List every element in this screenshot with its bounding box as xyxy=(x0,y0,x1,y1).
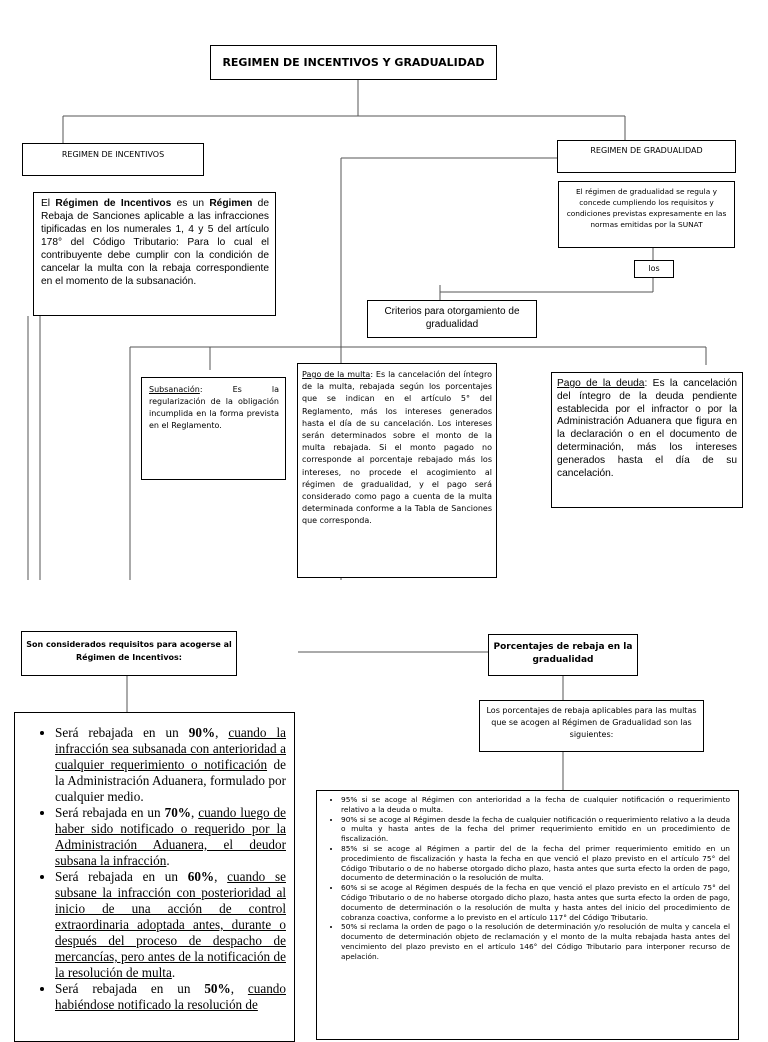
porcentajes-intro: Los porcentajes de rebaja aplicables para las multas que se acogen al Régimen de Gradualidad son las siguientes: xyxy=(486,706,697,739)
incentivos-def-part2: es un xyxy=(171,198,210,209)
subsanacion-box xyxy=(141,377,286,480)
incentivos-def-bold1: Régimen de Incentivos xyxy=(55,198,172,209)
subsanacion-text: : Es la regularización de la obligación incumplida en la forma prevista en el Reglamento. xyxy=(149,385,279,430)
requisitos-list xyxy=(15,725,286,1013)
requisito-item: • Será rebajada en un 70%, cuando luego de haber sido notificado o requerido por la Administración Aduanera, el deudor subsana la infracción. xyxy=(55,805,286,869)
porcentaje-item: • 50% si reclama la orden de pago o la resolución de determinación y/o resolución de multa y cancela el documento de determinación objeto de reclamación y el monto de la multa rebajada hasta antes del vencimiento del plazo previsto en el artículo 146° del Código Tributario para interponer recurso de apelación. xyxy=(341,922,730,961)
incentivos-header: REGIMEN DE INCENTIVOS xyxy=(61,150,165,159)
incentivos-definition-box xyxy=(33,192,276,316)
requisito-item: • Será rebajada en un 60%, cuando se subsane la infracción con posterioridad al inicio de una acción de control extraordinaria adoptada antes, durante o después del proceso de despacho de mercancías, pero antes de la notificación de la resolución de multa. xyxy=(55,869,286,981)
pago-multa-box xyxy=(297,363,497,578)
incentivos-def-part3: de Rebaja de Sanciones aplicable a las infracciones tipificadas en los numerales 1, 4 y 5 del artículo 178° del Código Tributario: Para lo cual el contribuyente debe cumplir con la condición de cancelar la multa con la rebaja correspondiente en el momento de la subsanación. xyxy=(41,198,269,287)
requisito-item: • Será rebajada en un 50%, cuando habiéndose notificado la resolución de xyxy=(55,981,286,1013)
criterios-box xyxy=(367,300,537,338)
requisitos-list-box xyxy=(14,712,295,1042)
porcentajes-list-box xyxy=(316,790,739,1040)
gradualidad-header: REGIMEN DE GRADUALIDAD xyxy=(590,146,703,155)
pago-deuda-term: Pago de la deuda xyxy=(557,378,645,389)
requisitos-header: Son considerados requisitos para acogerse al Régimen de Incentivos: xyxy=(26,640,232,662)
los-box xyxy=(634,260,674,278)
pago-multa-text: : Es la cancelación del íntegro de la multa, rebajada según los porcentajes que se indican en el artículo 5° del Reglamento, más los intereses generados hasta el día de su cancelación. Los intereses serán determinados sobre el monto de la multa rebajada. Si el monto pagado no corresponde al porcentaje rebajado más los intereses, no procede el acogimiento al régimen de gradualidad, y el pago será considerado como pago a cuenta de la multa determinada conforme a la Tabla de Sanciones que corresponda. xyxy=(302,370,492,526)
requisito-item: • Será rebajada en un 90%, cuando la infracción sea subsanada con anterioridad a cualquier requerimiento o notificación de la Administración Aduanera, formulado por cualquier medio. xyxy=(55,725,286,805)
porcentajes-list xyxy=(317,795,730,962)
gradualidad-definition: El régimen de gradualidad se regula y concede cumpliendo los requisitos y condiciones previstas expresamente en las normas emitidas por la SUNAT xyxy=(566,187,727,229)
porcentaje-item: • 85% si se acoge al Régimen a partir del de la fecha del primer requerimiento emitido en un procedimiento de fiscalización y hasta la fecha en que venció el plazo previsto en el artículo 75° del Código Tributario o de no haberse otorgado dicho plazo, hasta antes que surta efecto la orden de pago, documento de determinación o la resolución de multa. xyxy=(341,844,730,883)
porcentajes-header-box xyxy=(488,634,638,676)
gradualidad-header-box xyxy=(557,140,736,173)
incentivos-header-box xyxy=(22,143,204,176)
porcentaje-item: • 95% si se acoge al Régimen con anterioridad a la fecha de cualquier notificación o requerimiento relativo a la deuda o multa. xyxy=(341,795,730,815)
porcentaje-item: • 60% si se acoge al Régimen después de la fecha en que venció el plazo previsto en el artículo 75° del Código Tributario o de no haberse otorgado dicho plazo, hasta antes que surta efecto la orden de pago, documento de determinación o la resolución de multa y hasta antes del inicio del procedimiento de cobranza coactiva, conforme a lo previsto en el artículo 117° del Código Tributario. xyxy=(341,883,730,922)
criterios-text: Criterios para otorgamiento de gradualidad xyxy=(384,306,520,330)
incentivos-def-part1: El xyxy=(41,198,56,209)
gradualidad-definition-box xyxy=(558,181,735,248)
pago-multa-term: Pago de la multa xyxy=(302,370,371,379)
porcentajes-intro-box xyxy=(479,700,704,752)
porcentajes-header: Porcentajes de rebaja en la gradualidad xyxy=(493,642,633,665)
pago-deuda-text: : Es la cancelación del íntegro de la deuda pendiente establecida por el infractor o por la Administración Aduanera que figura en la declaración o en el documento de determinación, más los intereses generados hasta el día de su cancelación. xyxy=(557,378,737,479)
requisitos-header-box xyxy=(21,631,237,676)
pago-deuda-box xyxy=(551,372,743,508)
title-box xyxy=(210,45,497,80)
subsanacion-term: Subsanación xyxy=(149,385,200,394)
porcentaje-item: • 90% si se acoge al Régimen desde la fecha de cualquier notificación o requerimiento relativo a la deuda o multa y hasta antes de la fecha del primer requerimiento emitido en un procedimiento de fiscalización. xyxy=(341,815,730,844)
title-text: REGIMEN DE INCENTIVOS Y GRADUALIDAD xyxy=(222,56,485,69)
los-text: los xyxy=(648,264,660,273)
incentivos-def-bold2: Régimen xyxy=(209,198,253,209)
